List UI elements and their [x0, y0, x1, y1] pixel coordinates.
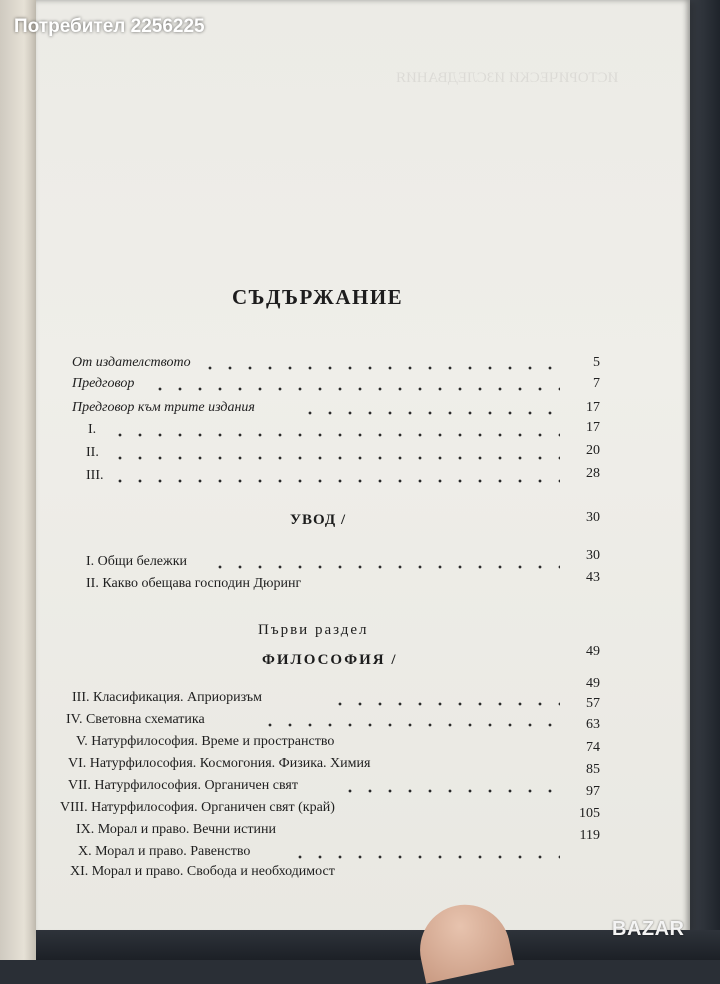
toc-entry-label: I. Общи бележки — [86, 554, 187, 569]
toc-entry-page: 57 — [586, 696, 600, 711]
bleed-through-text: ИСТОРИЧЕСКИ ИЗСЛЕДВАНИЯ — [396, 70, 619, 86]
part-page: 49 — [586, 644, 600, 659]
leader-dots — [210, 565, 560, 569]
toc-entry-page: 49 — [586, 676, 600, 691]
toc-entry-label: Предговор — [72, 376, 135, 391]
toc-entry-page: 20 — [586, 443, 600, 458]
toc-entry-label: XI. Морал и право. Свобода и необходимост — [70, 864, 335, 879]
toc-entry-page: 74 — [586, 740, 600, 755]
leader-dots — [300, 411, 560, 415]
toc-entry-page: 85 — [586, 762, 600, 777]
toc-entry-page: 17 — [586, 420, 600, 435]
toc-entry-page: 63 — [586, 717, 600, 732]
toc-entry-label: I. — [88, 422, 97, 437]
toc-entry-label: III. Класификация. Априоризъм — [72, 690, 262, 705]
toc-entry-page: 28 — [586, 466, 600, 481]
part-heading: ФИЛОСОФИЯ / — [262, 652, 398, 668]
leader-dots — [330, 702, 560, 706]
toc-entry-page: 105 — [579, 806, 600, 821]
toc-entry-label: IX. Морал и право. Вечни истини — [76, 822, 276, 837]
bazar-logo: BAZAR — [612, 918, 685, 940]
page-title: СЪДЪРЖАНИЕ — [232, 285, 404, 309]
leader-dots — [150, 387, 560, 391]
toc-entry-label: V. Натурфилософия. Време и пространство — [76, 734, 335, 749]
toc-entry-label: III. — [86, 468, 104, 483]
toc-entry-page: 97 — [586, 784, 600, 799]
toc-entry-page: 119 — [579, 828, 600, 843]
toc-entry-label: Предговор към трите издания — [72, 400, 255, 415]
leader-dots — [110, 479, 560, 483]
toc-entry-label: VII. Натурфилософия. Органичен свят — [68, 778, 298, 793]
toc-entry-label: VI. Натурфилософия. Космогония. Физика. Химия — [68, 756, 371, 771]
toc-entry-page: 7 — [593, 376, 600, 391]
toc-entry-label: VIII. Натурфилософия. Органичен свят (край) — [60, 800, 335, 815]
section-heading-intro: УВОД / — [290, 512, 347, 528]
section-page: 30 — [586, 510, 600, 525]
leader-dots — [260, 723, 560, 727]
left-page-edge — [0, 0, 40, 960]
leader-dots — [200, 366, 560, 370]
toc-entry-label: От издателството — [72, 355, 191, 370]
toc-entry-label: IV. Световна схематика — [66, 712, 205, 727]
toc-entry-page: 5 — [593, 355, 600, 370]
leader-dots — [290, 855, 560, 859]
part-subheading: Първи раздел — [258, 622, 369, 638]
toc-entry-page: 17 — [586, 400, 600, 415]
book-cover-edge — [690, 0, 720, 960]
leader-dots — [340, 789, 560, 793]
toc-entry-label: II. — [86, 445, 99, 460]
watermark-username: Потребител 2256225 — [14, 16, 205, 37]
leader-dots — [110, 433, 560, 437]
toc-entry-label: X. Морал и право. Равенство — [78, 844, 251, 859]
leader-dots — [110, 456, 560, 460]
toc-entry-page: 43 — [586, 570, 600, 585]
toc-entry-label: II. Какво обещава господин Дюринг — [86, 576, 302, 591]
toc-entry-page: 30 — [586, 548, 600, 563]
